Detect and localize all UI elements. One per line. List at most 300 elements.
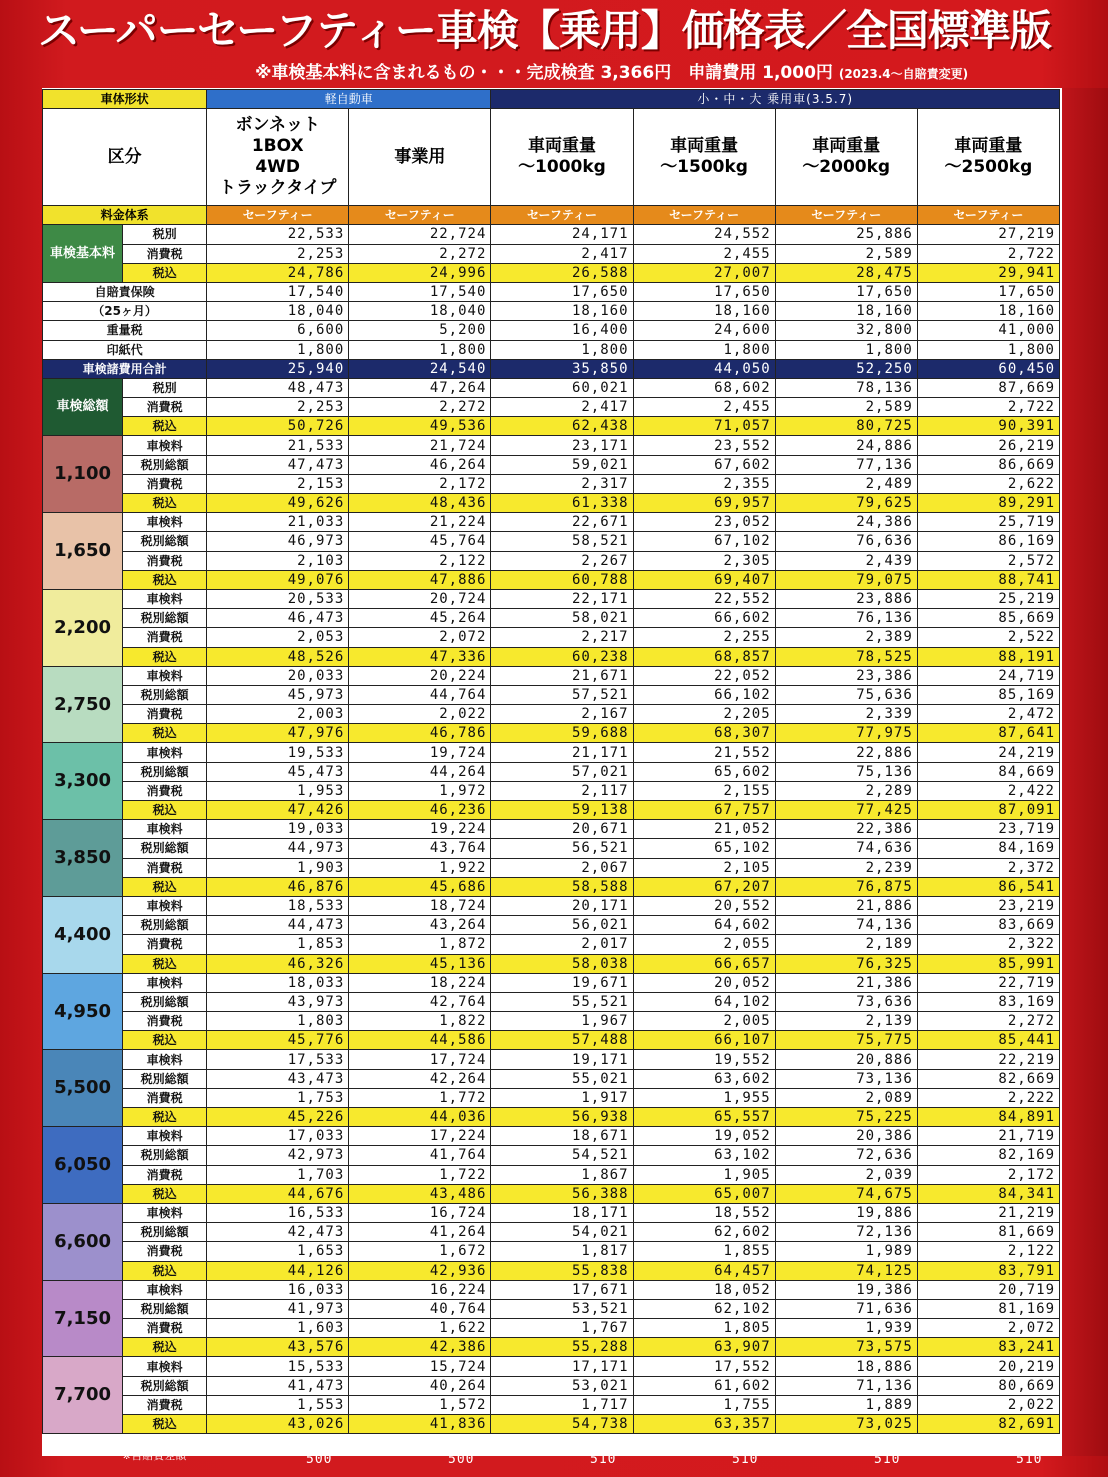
- value-cell: 17,540: [207, 282, 349, 301]
- basic-row: [43, 225, 1060, 244]
- value-cell: 47,426: [207, 801, 349, 820]
- discount-row: [43, 839, 1060, 858]
- row-label: 税込: [123, 1415, 207, 1434]
- discount-row: [43, 1069, 1060, 1088]
- value-cell: 75,775: [775, 1031, 917, 1050]
- value-cell: 2,067: [491, 858, 633, 877]
- value-cell: 71,636: [775, 1299, 917, 1318]
- discount-row: [43, 1357, 1060, 1376]
- row-label: 車検料: [123, 973, 207, 992]
- value-cell: 25,219: [917, 589, 1059, 608]
- value-cell: 18,724: [349, 896, 491, 915]
- value-cell: 1,800: [349, 340, 491, 359]
- row-label: 車検料: [123, 1280, 207, 1299]
- value-cell: 2,139: [775, 1012, 917, 1031]
- value-cell: 18,033: [207, 973, 349, 992]
- value-cell: 41,000: [917, 321, 1059, 340]
- value-cell: 43,473: [207, 1069, 349, 1088]
- value-cell: 89,291: [917, 494, 1059, 513]
- value-cell: 2,117: [491, 781, 633, 800]
- value-cell: 23,886: [775, 589, 917, 608]
- discount-row: [43, 1127, 1060, 1146]
- value-cell: 22,171: [491, 589, 633, 608]
- column-header-text: 4WD: [255, 157, 301, 178]
- value-cell: 18,040: [349, 302, 491, 321]
- value-cell: 62,602: [633, 1223, 775, 1242]
- row-label: 税別総額: [123, 1376, 207, 1395]
- discount-row: [43, 1088, 1060, 1107]
- value-cell: 2,589: [775, 398, 917, 417]
- value-cell: 2,155: [633, 781, 775, 800]
- value-cell: 22,219: [917, 1050, 1059, 1069]
- row-label: 消費税: [123, 935, 207, 954]
- value-cell: 2,722: [917, 398, 1059, 417]
- column-header-text: ボンネット: [235, 115, 320, 136]
- value-cell: 21,671: [491, 666, 633, 685]
- value-cell: 20,719: [917, 1280, 1059, 1299]
- value-cell: 2,189: [775, 935, 917, 954]
- value-cell: 1,722: [349, 1165, 491, 1184]
- fee-label: （25ヶ月）: [43, 302, 207, 321]
- value-cell: 85,441: [917, 1031, 1059, 1050]
- discount-row: [43, 455, 1060, 474]
- value-cell: 2,053: [207, 628, 349, 647]
- value-cell: 18,160: [633, 302, 775, 321]
- value-cell: 2,389: [775, 628, 917, 647]
- row-label: 税別総額: [123, 455, 207, 474]
- value-cell: 79,075: [775, 570, 917, 589]
- value-cell: 15,533: [207, 1357, 349, 1376]
- discount-group-label: 4,950: [43, 973, 123, 1050]
- row-label: 税込: [123, 1261, 207, 1280]
- value-cell: 16,724: [349, 1203, 491, 1222]
- row-label: 税別総額: [123, 762, 207, 781]
- fee-total-row: [43, 359, 1060, 378]
- value-cell: 43,973: [207, 992, 349, 1011]
- value-cell: 74,636: [775, 839, 917, 858]
- value-cell: 42,764: [349, 992, 491, 1011]
- value-cell: 55,288: [491, 1338, 633, 1357]
- value-cell: 43,264: [349, 916, 491, 935]
- row-label: 消費税: [123, 1242, 207, 1261]
- value-cell: 90,391: [917, 417, 1059, 436]
- value-cell: 1,772: [349, 1088, 491, 1107]
- fee-row: [43, 321, 1060, 340]
- value-cell: 60,238: [491, 647, 633, 666]
- value-cell: 76,636: [775, 532, 917, 551]
- value-cell: 26,588: [491, 263, 633, 282]
- discount-row: [43, 1280, 1060, 1299]
- discount-row: [43, 666, 1060, 685]
- value-cell: 1,803: [207, 1012, 349, 1031]
- plan-label-6: セーフティー: [917, 206, 1059, 225]
- value-cell: 44,126: [207, 1261, 349, 1280]
- value-cell: 86,169: [917, 532, 1059, 551]
- value-cell: 17,552: [633, 1357, 775, 1376]
- value-cell: 1,603: [207, 1319, 349, 1338]
- value-cell: 85,991: [917, 954, 1059, 973]
- value-cell: 1,767: [491, 1319, 633, 1338]
- value-cell: 21,219: [917, 1203, 1059, 1222]
- value-cell: 44,264: [349, 762, 491, 781]
- row-label: 税込: [123, 647, 207, 666]
- column-header-text: ～2000kg: [802, 157, 891, 178]
- value-cell: 75,636: [775, 685, 917, 704]
- value-cell: 60,788: [491, 570, 633, 589]
- value-cell: 20,171: [491, 896, 633, 915]
- value-cell: 18,052: [633, 1280, 775, 1299]
- page-title: スーパーセーフティー車検【乗用】価格表／全国標準版: [38, 6, 1051, 55]
- value-cell: 66,602: [633, 609, 775, 628]
- value-cell: 45,776: [207, 1031, 349, 1050]
- value-cell: 41,836: [349, 1415, 491, 1434]
- value-cell: 41,973: [207, 1299, 349, 1318]
- value-cell: 2,003: [207, 705, 349, 724]
- discount-row: [43, 1146, 1060, 1165]
- value-cell: 53,021: [491, 1376, 633, 1395]
- value-cell: 73,636: [775, 992, 917, 1011]
- row-label: 消費税: [123, 474, 207, 493]
- value-cell: 35,850: [491, 359, 633, 378]
- value-cell: 43,764: [349, 839, 491, 858]
- value-cell: 16,533: [207, 1203, 349, 1222]
- value-cell: 21,224: [349, 513, 491, 532]
- value-cell: 58,021: [491, 609, 633, 628]
- value-cell: 54,521: [491, 1146, 633, 1165]
- value-cell: 73,136: [775, 1069, 917, 1088]
- value-cell: 2,022: [917, 1395, 1059, 1414]
- value-cell: 25,719: [917, 513, 1059, 532]
- value-cell: 86,669: [917, 455, 1059, 474]
- value-cell: 17,650: [633, 282, 775, 301]
- value-cell: 48,436: [349, 494, 491, 513]
- value-cell: 66,657: [633, 954, 775, 973]
- discount-row: [43, 724, 1060, 743]
- discount-row: [43, 781, 1060, 800]
- value-cell: 74,675: [775, 1184, 917, 1203]
- plan-label-2: セーフティー: [349, 206, 491, 225]
- plan-label-3: セーフティー: [491, 206, 633, 225]
- value-cell: 44,973: [207, 839, 349, 858]
- value-cell: 69,407: [633, 570, 775, 589]
- discount-group-label: 7,700: [43, 1357, 123, 1434]
- value-cell: 2,072: [349, 628, 491, 647]
- value-cell: 2,205: [633, 705, 775, 724]
- value-cell: 2,317: [491, 474, 633, 493]
- value-cell: 21,052: [633, 820, 775, 839]
- jibaiseki-diff: 510: [590, 1452, 617, 1467]
- discount-row: [43, 973, 1060, 992]
- column-header-4: [633, 109, 775, 206]
- value-cell: 24,886: [775, 436, 917, 455]
- value-cell: 76,875: [775, 877, 917, 896]
- value-cell: 2,305: [633, 551, 775, 570]
- value-cell: 15,724: [349, 1357, 491, 1376]
- value-cell: 20,552: [633, 896, 775, 915]
- fee-row: [43, 340, 1060, 359]
- row-label: 車検料: [123, 896, 207, 915]
- row-label: 車検料: [123, 436, 207, 455]
- row-label: 税別総額: [123, 685, 207, 704]
- value-cell: 84,669: [917, 762, 1059, 781]
- value-cell: 16,400: [491, 321, 633, 340]
- value-cell: 83,669: [917, 916, 1059, 935]
- subtitle: [255, 60, 1075, 86]
- value-cell: 2,267: [491, 551, 633, 570]
- jibaiseki-diff: 500: [306, 1452, 333, 1467]
- value-cell: 18,224: [349, 973, 491, 992]
- value-cell: 2,322: [917, 935, 1059, 954]
- column-header-text: 事業用: [394, 146, 446, 167]
- value-cell: 1,939: [775, 1319, 917, 1338]
- value-cell: 24,786: [207, 263, 349, 282]
- value-cell: 1,755: [633, 1395, 775, 1414]
- value-cell: 1,889: [775, 1395, 917, 1414]
- row-label: 税込: [123, 263, 207, 282]
- value-cell: 2,289: [775, 781, 917, 800]
- value-cell: 82,169: [917, 1146, 1059, 1165]
- row-label: 消費税: [123, 705, 207, 724]
- price-system-label: 料金体系: [43, 206, 207, 225]
- jibaiseki-diff-row: [0, 1452, 1108, 1472]
- value-cell: 21,033: [207, 513, 349, 532]
- value-cell: 61,602: [633, 1376, 775, 1395]
- value-cell: 44,050: [633, 359, 775, 378]
- value-cell: 60,021: [491, 378, 633, 397]
- row-label: 消費税: [123, 628, 207, 647]
- passenger-header: 小・中・大 乗用車(3.5.7): [491, 90, 1060, 109]
- discount-row: [43, 1415, 1060, 1434]
- value-cell: 20,533: [207, 589, 349, 608]
- value-cell: 44,764: [349, 685, 491, 704]
- value-cell: 1,903: [207, 858, 349, 877]
- value-cell: 17,650: [491, 282, 633, 301]
- row-label: 車検料: [123, 1203, 207, 1222]
- value-cell: 42,386: [349, 1338, 491, 1357]
- row-label: 税別総額: [123, 1069, 207, 1088]
- value-cell: 83,241: [917, 1338, 1059, 1357]
- fee-label: 印紙代: [43, 340, 207, 359]
- value-cell: 67,207: [633, 877, 775, 896]
- discount-row: [43, 685, 1060, 704]
- value-cell: 46,326: [207, 954, 349, 973]
- value-cell: 21,171: [491, 743, 633, 762]
- row-label: 税込: [123, 801, 207, 820]
- value-cell: 1,622: [349, 1319, 491, 1338]
- value-cell: 57,488: [491, 1031, 633, 1050]
- value-cell: 23,171: [491, 436, 633, 455]
- value-cell: 18,533: [207, 896, 349, 915]
- column-header-text: 車両重量: [954, 136, 1023, 157]
- value-cell: 17,224: [349, 1127, 491, 1146]
- value-cell: 18,552: [633, 1203, 775, 1222]
- discount-row: [43, 858, 1060, 877]
- value-cell: 1,800: [633, 340, 775, 359]
- value-cell: 17,033: [207, 1127, 349, 1146]
- row-label: 税別総額: [123, 992, 207, 1011]
- value-cell: 75,225: [775, 1108, 917, 1127]
- row-label: 税別総額: [123, 532, 207, 551]
- value-cell: 1,817: [491, 1242, 633, 1261]
- discount-row: [43, 1012, 1060, 1031]
- value-cell: 43,576: [207, 1338, 349, 1357]
- value-cell: 21,386: [775, 973, 917, 992]
- value-cell: 88,191: [917, 647, 1059, 666]
- value-cell: 41,764: [349, 1146, 491, 1165]
- total-row: [43, 417, 1060, 436]
- value-cell: 1,717: [491, 1395, 633, 1414]
- header-row-columns: [43, 109, 1060, 206]
- row-label: 税別: [123, 225, 207, 244]
- value-cell: 20,671: [491, 820, 633, 839]
- value-cell: 1,855: [633, 1242, 775, 1261]
- value-cell: 46,236: [349, 801, 491, 820]
- value-cell: 56,021: [491, 916, 633, 935]
- value-cell: 77,975: [775, 724, 917, 743]
- value-cell: 1,953: [207, 781, 349, 800]
- discount-row: [43, 494, 1060, 513]
- value-cell: 1,853: [207, 935, 349, 954]
- value-cell: 47,886: [349, 570, 491, 589]
- jibaiseki-diff: 510: [1016, 1452, 1043, 1467]
- value-cell: 17,171: [491, 1357, 633, 1376]
- jibaiseki-diff: 500: [448, 1452, 475, 1467]
- value-cell: 2,253: [207, 244, 349, 263]
- value-cell: 21,552: [633, 743, 775, 762]
- discount-group-label: 3,300: [43, 743, 123, 820]
- discount-row: [43, 532, 1060, 551]
- discount-row: [43, 1050, 1060, 1069]
- value-cell: 82,691: [917, 1415, 1059, 1434]
- value-cell: 20,052: [633, 973, 775, 992]
- discount-group-label: 6,600: [43, 1203, 123, 1280]
- value-cell: 1,805: [633, 1319, 775, 1338]
- value-cell: 1,653: [207, 1242, 349, 1261]
- fee-label: 重量税: [43, 321, 207, 340]
- value-cell: 21,886: [775, 896, 917, 915]
- value-cell: 49,076: [207, 570, 349, 589]
- column-header-2: [349, 109, 491, 206]
- discount-row: [43, 801, 1060, 820]
- value-cell: 19,886: [775, 1203, 917, 1222]
- value-cell: 24,552: [633, 225, 775, 244]
- value-cell: 49,626: [207, 494, 349, 513]
- value-cell: 1,800: [917, 340, 1059, 359]
- discount-group-label: 1,100: [43, 436, 123, 513]
- row-label: 車検料: [123, 513, 207, 532]
- value-cell: 19,224: [349, 820, 491, 839]
- value-cell: 24,386: [775, 513, 917, 532]
- row-label: 車検料: [123, 1357, 207, 1376]
- fee-total-label: 車検諸費用合計: [43, 359, 207, 378]
- row-label: 税込: [123, 494, 207, 513]
- value-cell: 18,886: [775, 1357, 917, 1376]
- value-cell: 21,724: [349, 436, 491, 455]
- value-cell: 2,455: [633, 398, 775, 417]
- value-cell: 2,589: [775, 244, 917, 263]
- value-cell: 19,552: [633, 1050, 775, 1069]
- discount-row: [43, 1395, 1060, 1414]
- value-cell: 1,917: [491, 1088, 633, 1107]
- value-cell: 83,169: [917, 992, 1059, 1011]
- value-cell: 22,886: [775, 743, 917, 762]
- value-cell: 46,876: [207, 877, 349, 896]
- value-cell: 1,972: [349, 781, 491, 800]
- value-cell: 68,307: [633, 724, 775, 743]
- value-cell: 2,455: [633, 244, 775, 263]
- value-cell: 20,219: [917, 1357, 1059, 1376]
- column-header-text: 車両重量: [812, 136, 881, 157]
- value-cell: 18,160: [917, 302, 1059, 321]
- total-label: 車検総額: [43, 378, 123, 436]
- value-cell: 21,719: [917, 1127, 1059, 1146]
- value-cell: 87,669: [917, 378, 1059, 397]
- discount-group-label: 3,850: [43, 820, 123, 897]
- value-cell: 87,641: [917, 724, 1059, 743]
- discount-row: [43, 609, 1060, 628]
- value-cell: 76,325: [775, 954, 917, 973]
- fee-label: 自賠責保険: [43, 282, 207, 301]
- discount-group-label: 4,400: [43, 896, 123, 973]
- value-cell: 23,052: [633, 513, 775, 532]
- discount-row: [43, 436, 1060, 455]
- value-cell: 17,650: [917, 282, 1059, 301]
- value-cell: 2,105: [633, 858, 775, 877]
- value-cell: 55,838: [491, 1261, 633, 1280]
- value-cell: 69,957: [633, 494, 775, 513]
- value-cell: 83,791: [917, 1261, 1059, 1280]
- value-cell: 2,572: [917, 551, 1059, 570]
- value-cell: 57,521: [491, 685, 633, 704]
- total-row: [43, 378, 1060, 397]
- value-cell: 63,602: [633, 1069, 775, 1088]
- value-cell: 1,872: [349, 935, 491, 954]
- value-cell: 2,122: [349, 551, 491, 570]
- value-cell: 64,102: [633, 992, 775, 1011]
- value-cell: 62,438: [491, 417, 633, 436]
- row-label: 税別: [123, 378, 207, 397]
- value-cell: 17,540: [349, 282, 491, 301]
- value-cell: 26,219: [917, 436, 1059, 455]
- row-label: 消費税: [123, 1165, 207, 1184]
- value-cell: 24,540: [349, 359, 491, 378]
- row-label: 税込: [123, 954, 207, 973]
- row-label: 消費税: [123, 1319, 207, 1338]
- row-label: 税込: [123, 1338, 207, 1357]
- discount-row: [43, 992, 1060, 1011]
- value-cell: 2,272: [917, 1012, 1059, 1031]
- value-cell: 1,553: [207, 1395, 349, 1414]
- row-label: 税別総額: [123, 1146, 207, 1165]
- value-cell: 72,636: [775, 1146, 917, 1165]
- value-cell: 2,103: [207, 551, 349, 570]
- value-cell: 45,264: [349, 609, 491, 628]
- value-cell: 57,021: [491, 762, 633, 781]
- value-cell: 78,525: [775, 647, 917, 666]
- value-cell: 56,938: [491, 1108, 633, 1127]
- value-cell: 2,439: [775, 551, 917, 570]
- value-cell: 22,552: [633, 589, 775, 608]
- row-label: 消費税: [123, 858, 207, 877]
- value-cell: 22,724: [349, 225, 491, 244]
- value-cell: 2,022: [349, 705, 491, 724]
- value-cell: 42,264: [349, 1069, 491, 1088]
- value-cell: 58,521: [491, 532, 633, 551]
- jibaiseki-diff: 510: [732, 1452, 759, 1467]
- row-label: 車検料: [123, 1127, 207, 1146]
- value-cell: 27,219: [917, 225, 1059, 244]
- subtitle-date: (2023.4～自賠責変更): [838, 67, 969, 81]
